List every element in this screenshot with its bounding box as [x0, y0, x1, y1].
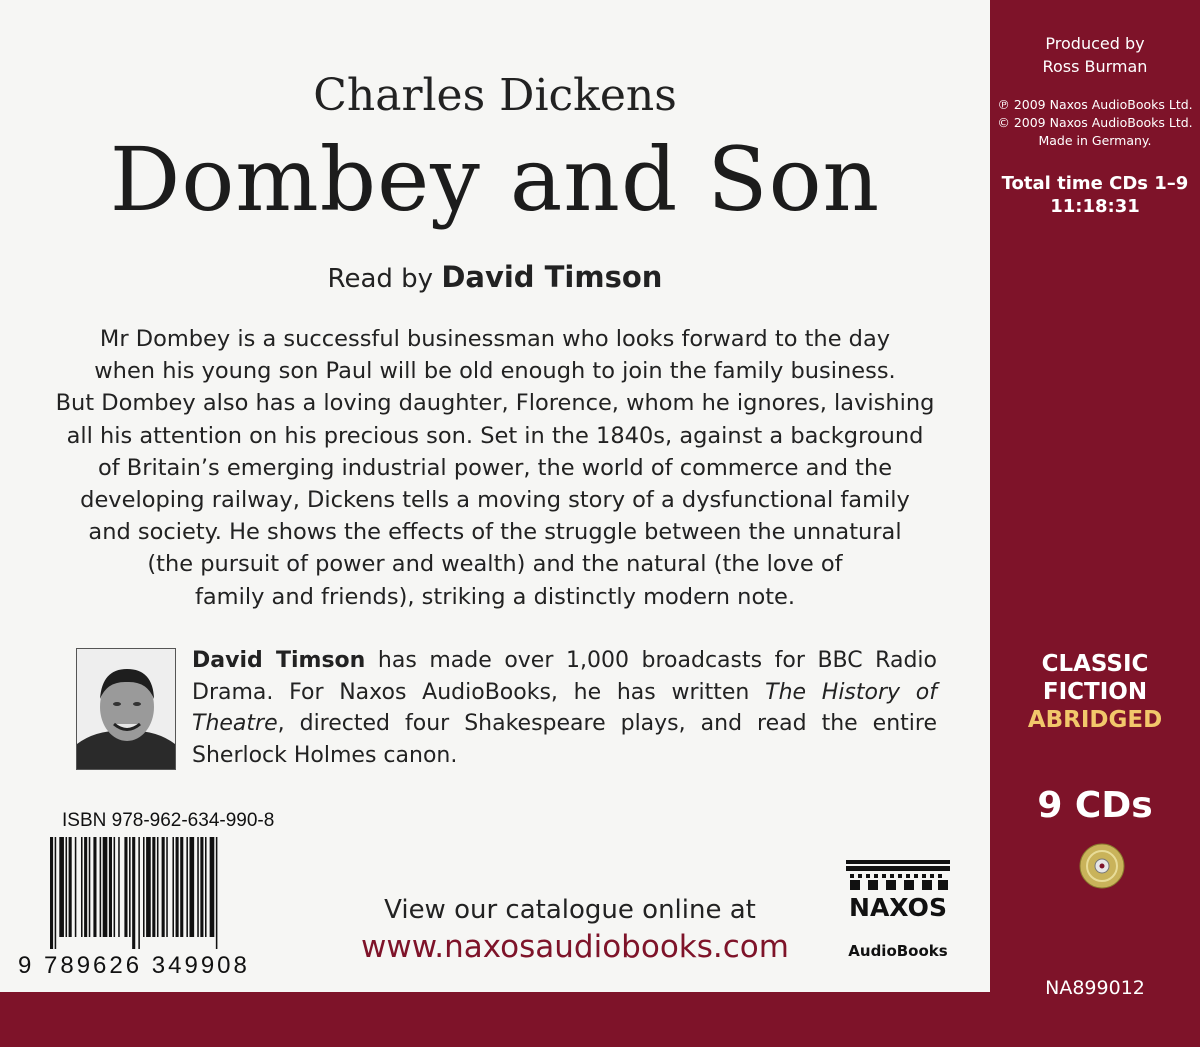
bio-name: David Timson: [192, 648, 366, 673]
barcode-bar: [210, 837, 215, 937]
reader-photo: [76, 648, 176, 770]
barcode-bar: [162, 837, 165, 937]
barcode-bar: [81, 837, 83, 937]
barcode-bar: [124, 837, 127, 937]
barcode-bar: [100, 837, 102, 937]
read-by-prefix: Read by: [327, 264, 434, 294]
cd-disc-icon: [1079, 843, 1125, 889]
book-title: Dombey and Son: [109, 128, 881, 231]
barcode-bar: [176, 837, 179, 937]
synopsis-line: family and friends), striking a distinctly modern note.: [194, 583, 796, 610]
barcode-bar: [75, 837, 77, 937]
synopsis-line: all his attention on his precious son. Set in the 1840s, against a background: [66, 422, 924, 449]
synopsis-line: (the pursuit of power and wealth) and the natural (the love of: [147, 551, 843, 578]
barcode-bar: [129, 837, 131, 937]
barcode-bar: [66, 837, 68, 937]
producer-credit: Produced by Ross Burman: [1042, 34, 1148, 76]
synopsis-line: of Britain’s emerging industrial power, the world of commerce and the: [97, 454, 893, 481]
barcode-bar: [143, 837, 145, 937]
read-by: [0, 260, 990, 294]
cd-count: 9 CDs: [1037, 785, 1153, 826]
barcode-bar: [103, 837, 108, 937]
barcode-bar: [180, 837, 183, 937]
barcode-bar: [216, 837, 218, 949]
barcode-bar: [197, 837, 199, 937]
barcode-bar: [190, 837, 195, 937]
barcode-bar: [146, 837, 151, 937]
synopsis: [40, 323, 950, 613]
barcode-bar: [84, 837, 87, 937]
barcode-bar: [132, 837, 135, 949]
barcode-bar: [157, 837, 159, 937]
barcode-bar: [172, 837, 174, 937]
barcode-bar: [152, 837, 155, 937]
author-name: Charles Dickens: [313, 70, 677, 121]
synopsis-line: when his young son Paul will be old enough to join the family business.: [94, 358, 896, 385]
abridged-badge: ABRIDGED: [1027, 707, 1163, 733]
synopsis-line: and society. He shows the effects of the struggle between the unnatural: [88, 519, 902, 546]
barcode: [48, 837, 293, 949]
barcode-bar: [205, 837, 207, 937]
copyright: ℗ 2009 Naxos AudioBooks Ltd. © 2009 Naxos AudioBooks Ltd. Made in Germany.: [997, 97, 1193, 148]
barcode-bar: [118, 837, 120, 937]
synopsis-line: But Dombey also has a loving daughter, Florence, whom he ignores, lavishing: [55, 390, 935, 417]
total-time: Total time CDs 1–9 11:18:31: [1001, 173, 1189, 217]
website-link[interactable]: www.naxosaudiobooks.com: [361, 929, 789, 965]
barcode-bar: [109, 837, 112, 937]
barcode-bar: [200, 837, 203, 937]
barcode-bar: [186, 837, 188, 937]
catalogue-code: NA899012: [1045, 977, 1145, 999]
synopsis-line: Mr Dombey is a successful businessman who looks forward to the day: [99, 326, 891, 352]
isbn: ISBN 978-962-634-990-8: [62, 810, 275, 831]
naxos-logo-word: NAXOS: [849, 893, 947, 922]
reader-name: David Timson: [441, 260, 663, 294]
barcode-bar: [166, 837, 168, 937]
barcode-bar: [50, 837, 53, 949]
reader-bio: David Timson has made over 1,000 broadcasts for BBC Radio Drama. For Naxos AudioBooks, he has written The History of Theatre, directed four Shakespeare plays, and read the entire Sherlock Holmes canon.: [192, 648, 938, 768]
barcode-bar: [55, 837, 57, 949]
barcode-bar: [69, 837, 72, 937]
synopsis-line: developing railway, Dickens tells a moving story of a dysfunctional family: [80, 487, 910, 514]
catalogue-text: View our catalogue online at: [384, 895, 756, 925]
barcode-bar: [114, 837, 116, 937]
barcode-bar: [89, 837, 91, 937]
barcode-bar: [93, 837, 96, 937]
barcode-bar: [138, 837, 140, 949]
naxos-logo-sub: AudioBooks: [848, 942, 948, 960]
genre-label: CLASSIC FICTION ABRIDGED: [990, 650, 1200, 734]
barcode-bar: [59, 837, 64, 937]
barcode-digits: 9 789626 349908: [18, 952, 250, 979]
